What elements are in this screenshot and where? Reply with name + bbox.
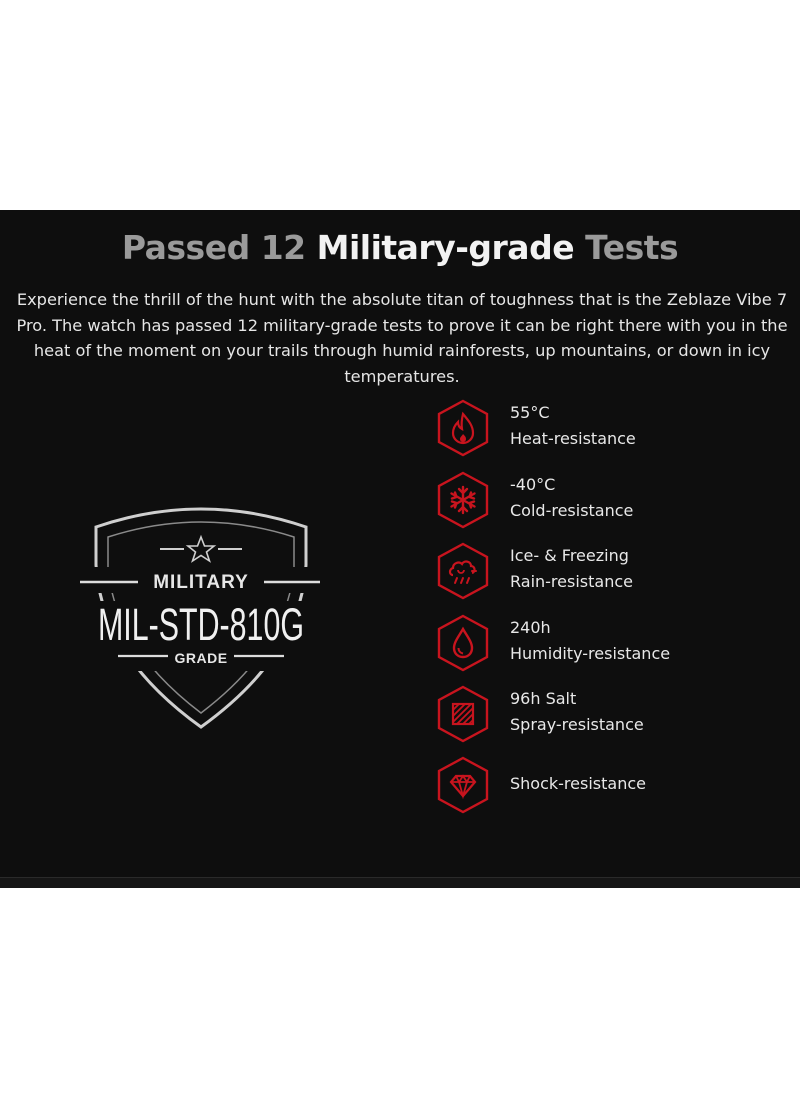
cloud-ice-icon [436,541,490,601]
feature-shock-label: Shock-resistance [510,774,646,793]
feature-item-shock [436,755,786,815]
title-part-2: Military-grade [316,228,575,267]
page-title [0,228,800,267]
feature-humidity-value: 240h [510,618,551,637]
feature-salt-value: 96h Salt [510,689,577,708]
salt-spray-icon [436,684,490,744]
feature-humidity-label: Humidity-resistance [510,644,671,663]
feature-item-cold [436,470,786,530]
badge-standard-label: MIL-STD-810G [98,599,304,650]
feature-item-salt-spray [436,684,786,744]
panel-divider [0,877,800,888]
feature-item-heat [436,398,786,458]
description-text: Experience the thrill of the hunt with the absolute titan of toughness that is the Zeblaze Vibe 7 Pro. The watch has passed 12 military-grade tests to prove it can be right there with you in the heat of the moment on your trails through humid rainforests, up mountains, or down in icy temperatures. [16,290,788,386]
feature-cold-value: -40°C [510,475,556,494]
feature-salt-label: Spray-resistance [510,715,644,734]
military-shield-badge [76,505,326,730]
feature-heat-label: Heat-resistance [510,429,636,448]
feature-item-humidity [436,613,786,673]
title-part-3: Tests [574,228,679,267]
feature-ice-value: Ice- & Freezing [510,546,629,565]
droplet-icon [436,613,490,673]
feature-item-ice [436,541,786,601]
title-part-1: Passed 12 [121,228,317,267]
feature-heat-value: 55°C [510,403,550,422]
snowflake-icon [436,470,490,530]
star-icon [188,537,214,561]
feature-ice-label: Rain-resistance [510,572,633,591]
feature-cold-label: Cold-resistance [510,501,634,520]
badge-grade-label: GRADE [174,650,228,666]
badge-military-label: MILITARY [153,572,249,593]
flame-icon [436,398,490,458]
diamond-icon [436,755,490,815]
